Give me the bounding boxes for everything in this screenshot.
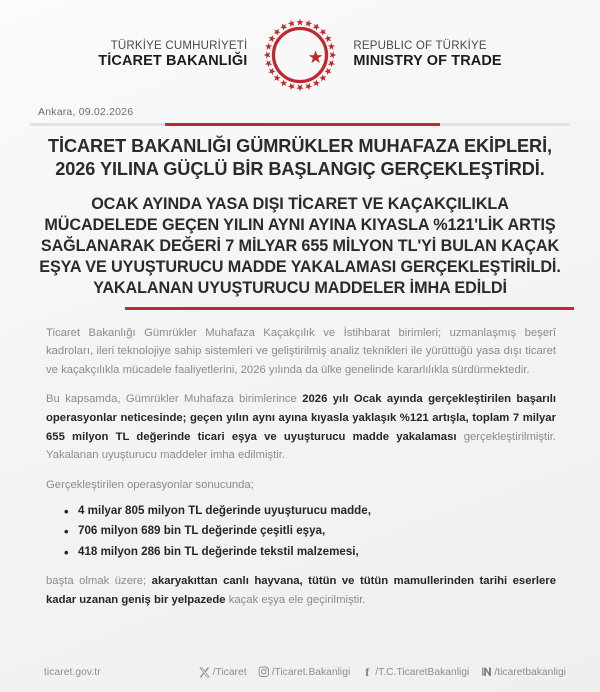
headline-secondary: OCAK AYINDA YASA DIŞI TİCARET VE KAÇAKÇILIKLA MÜCADELEDE GEÇEN YILIN AYNI AYINA KIYASLA %121'LİK ARTIŞ SAĞLANARAK DEĞERİ 7 MİLYAR 655 MİLYON TL'Yİ BULAN KAÇAK EŞYA VE UYUŞTURUCU MADDE YAKALAMASI GERÇEKLEŞTİRİLDİ. YAKALANAN UYUŞTURUCU MADDELER İMHA EDİLDİ — [39, 195, 561, 298]
document-footer — [0, 666, 600, 678]
headline-primary: TİCARET BAKANLIĞI GÜMRÜKLER MUHAFAZA EKİPLERİ, 2026 YILINA GÜÇLÜ BİR BAŞLANGIÇ GERÇEKLEŞTİRDİ. — [48, 136, 552, 180]
social-handle-facebook: /T.C.TicaretBakanligi — [375, 666, 470, 678]
paragraph-intro: Ticaret Bakanlığı Gümrükler Muhafaza Kaçakçılık ve İstihbarat birimleri; uzmanlaşmış beşerî kadroları, ileri teknolojiye sahip sistemleri ve geliştirilmiş analiz teknikleri ile yürüttüğü yasa dışı ticaret ve kaçakçılıkla mücadele faaliyetlerini, 2026 yılında da ülke genelinde kararlılıkla sürdürmektedir. — [46, 326, 556, 376]
ministry-wordmark-turkish — [98, 39, 247, 71]
turkish-ministry-of-trade-emblem — [261, 16, 339, 94]
website-link[interactable]: ticaret.gov.tr — [44, 666, 101, 678]
social-link-facebook[interactable] — [361, 666, 469, 678]
social-link-news-media[interactable] — [480, 666, 566, 678]
instagram-icon — [258, 666, 270, 678]
facebook-icon: f — [365, 665, 370, 679]
paragraph-closing-highlight: akaryakıttan canlı hayvana, tütün ve tütün mamullerinden tarihi eserlere kadar uzanan geniş bir yelpazede — [46, 574, 556, 606]
paragraph-closing — [46, 572, 556, 609]
paragraph-results-text-1: Bu kapsamda, Gümrükler Muhafaza birimlerince — [46, 393, 303, 406]
document-header — [0, 0, 600, 100]
divider-segment-grey-left — [30, 123, 165, 126]
news-media-icon — [480, 666, 492, 678]
figures-lead-in: Gerçekleştirilen operasyonlar sonucunda; — [46, 478, 254, 491]
list-item: • 418 milyon 286 bin TL değerinde tekstil malzemesi, — [64, 543, 556, 562]
social-handle-x: /Ticaret — [212, 666, 247, 678]
social-handle-news-media: /ticaretbakanligi — [494, 666, 566, 678]
paragraph-results-highlight: 2026 yılı Ocak ayında gerçekleştirilen başarılı operasyonlar neticesinde; geçen yılın aynı ayına kıyasla yaklaşık %121 artışla, toplam 7 milyar 655 milyon TL değerinde ticari eşya ve uyuşturucu madde yakalaması — [46, 393, 556, 443]
list-item: • 4 milyar 805 milyon TL değerinde uyuşturucu madde, — [64, 502, 556, 521]
divider-segment-red — [165, 123, 440, 126]
headline-block — [0, 126, 600, 300]
dateline: Ankara, 09.02.2026 — [38, 106, 134, 118]
header-divider — [30, 123, 570, 126]
social-handle-instagram: /Ticaret.Bakanligi — [271, 666, 351, 678]
ministry-wordmark-english — [353, 39, 501, 71]
wordmark-ministry-tr: TİCARET BAKANLIĞI — [98, 53, 248, 70]
wordmark-ministry-en: MINISTRY OF TRADE — [353, 53, 502, 70]
x-twitter-icon — [199, 666, 211, 678]
paragraph-results — [46, 390, 556, 465]
social-link-x[interactable] — [199, 666, 247, 678]
paragraph-closing-text-2: kaçak eşya ele geçirilmiştir. — [225, 593, 366, 606]
wordmark-republic-en: REPUBLIC OF TÜRKİYE — [353, 40, 487, 53]
paragraph-results-text-2: gerçekleştirilmiştir. Yakalanan uyuşturucu maddeler imha edilmiştir. — [46, 430, 556, 462]
paragraph-closing-text-1: başta olmak üzere; — [46, 574, 152, 587]
divider-segment-grey-right — [440, 123, 570, 126]
figures-list — [46, 502, 556, 562]
wordmark-republic-tr: TÜRKİYE CUMHURİYETİ — [110, 40, 248, 53]
social-link-instagram[interactable] — [258, 666, 351, 678]
social-links — [199, 666, 566, 678]
list-item: • 706 milyon 689 bin TL değerinde çeşitli eşya, — [64, 522, 556, 541]
body-content — [0, 310, 600, 610]
